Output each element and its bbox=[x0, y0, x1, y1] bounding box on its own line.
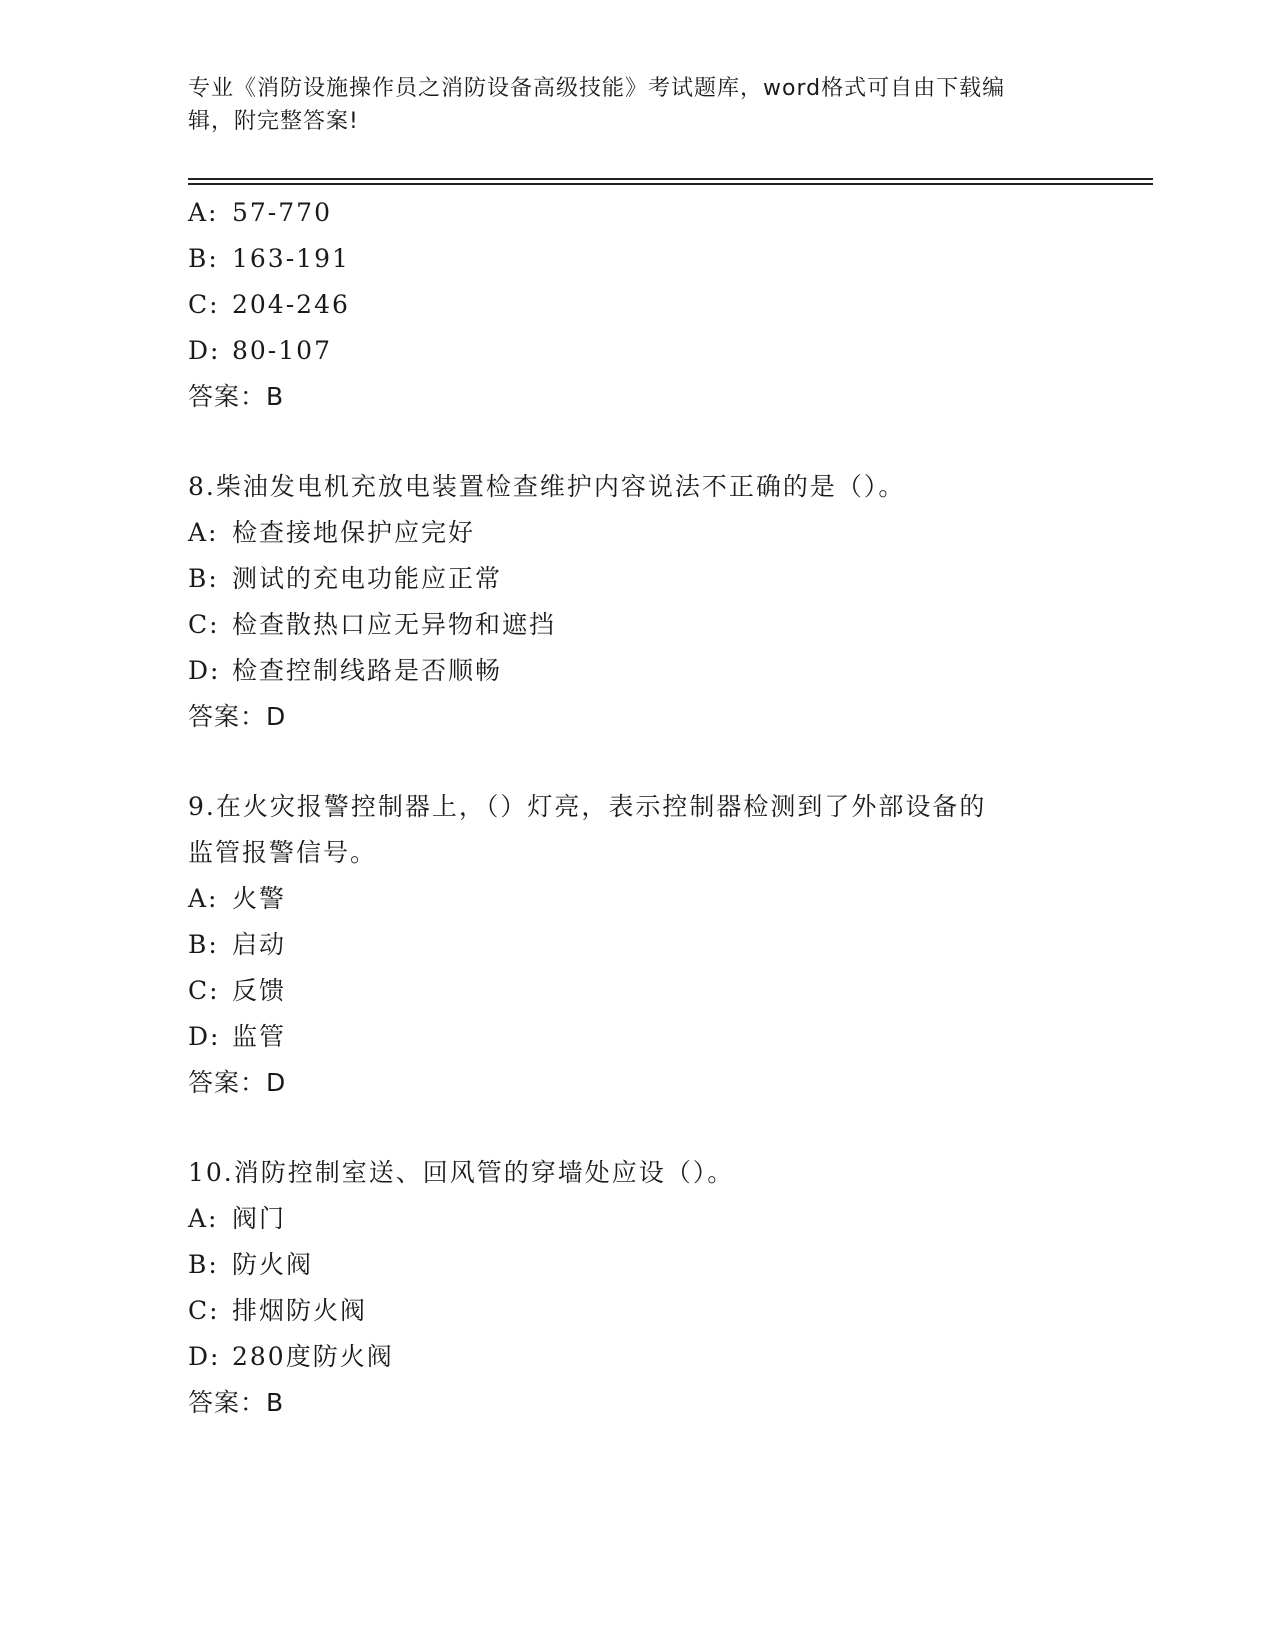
option-d bbox=[188, 648, 1108, 694]
option-c bbox=[188, 602, 1108, 648]
option-text: 163-191 bbox=[232, 244, 350, 273]
option-text: 阀门 bbox=[232, 1204, 287, 1233]
question-text-line-2: 监管报警信号。 bbox=[188, 838, 378, 867]
option-d bbox=[188, 328, 1108, 374]
option-b bbox=[188, 236, 1108, 282]
option-key: D: bbox=[188, 656, 221, 685]
option-text: 火警 bbox=[232, 884, 287, 913]
option-a bbox=[188, 510, 1108, 556]
option-key: D: bbox=[188, 1342, 221, 1371]
option-key: C: bbox=[188, 976, 220, 1005]
answer-line: 答案：D bbox=[188, 1068, 287, 1097]
question-7-block bbox=[188, 190, 1108, 420]
option-key: A: bbox=[188, 884, 219, 913]
answer-line: 答案：B bbox=[188, 382, 285, 411]
option-b bbox=[188, 1242, 1108, 1288]
option-text: 80-107 bbox=[232, 336, 332, 365]
option-d bbox=[188, 1014, 1108, 1060]
option-key: C: bbox=[188, 1296, 220, 1325]
answer-line: 答案：B bbox=[188, 1388, 285, 1417]
spacer bbox=[188, 1106, 1108, 1150]
question-text-line-1: 9.在火灾报警控制器上，（）灯亮，表示控制器检测到了外部设备的 bbox=[188, 792, 987, 821]
option-c bbox=[188, 968, 1108, 1014]
option-a bbox=[188, 1196, 1108, 1242]
option-text: 排烟防火阀 bbox=[232, 1296, 368, 1325]
option-a bbox=[188, 876, 1108, 922]
option-text: 测试的充电功能应正常 bbox=[232, 564, 503, 593]
option-key: A: bbox=[188, 198, 219, 227]
option-text: 防火阀 bbox=[232, 1250, 314, 1279]
option-c bbox=[188, 282, 1108, 328]
question-list bbox=[188, 190, 1108, 1426]
answer-line: 答案：D bbox=[188, 702, 287, 731]
header-line-1: 专业《消防设施操作员之消防设备高级技能》考试题库，word格式可自由下载编 bbox=[188, 76, 1006, 101]
option-text: 检查散热口应无异物和遮挡 bbox=[232, 610, 557, 639]
question-9-block bbox=[188, 784, 1108, 1106]
option-b bbox=[188, 922, 1108, 968]
option-key: B: bbox=[188, 930, 219, 959]
option-key: B: bbox=[188, 244, 219, 273]
spacer bbox=[188, 740, 1108, 784]
header-rule-top bbox=[188, 178, 1153, 180]
option-text: 启动 bbox=[232, 930, 287, 959]
option-text: 监管 bbox=[232, 1022, 287, 1051]
option-text: 57-770 bbox=[232, 198, 332, 227]
option-text: 反馈 bbox=[232, 976, 287, 1005]
question-10-block bbox=[188, 1150, 1108, 1426]
question-text: 10.消防控制室送、回风管的穿墙处应设（）。 bbox=[188, 1158, 735, 1187]
option-text: 检查接地保护应完好 bbox=[232, 518, 476, 547]
option-key: A: bbox=[188, 1204, 219, 1233]
option-text: 280度防火阀 bbox=[232, 1342, 394, 1371]
option-d bbox=[188, 1334, 1108, 1380]
question-text: 8.柴油发电机充放电装置检查维护内容说法不正确的是（）。 bbox=[188, 472, 906, 501]
document-header bbox=[188, 72, 1068, 138]
option-key: B: bbox=[188, 564, 219, 593]
option-key: D: bbox=[188, 1022, 221, 1051]
option-c bbox=[188, 1288, 1108, 1334]
option-key: C: bbox=[188, 290, 220, 319]
option-key: A: bbox=[188, 518, 219, 547]
spacer bbox=[188, 420, 1108, 464]
option-b bbox=[188, 556, 1108, 602]
header-rule-bottom bbox=[188, 183, 1153, 185]
option-a bbox=[188, 190, 1108, 236]
option-text: 204-246 bbox=[232, 290, 350, 319]
option-key: D: bbox=[188, 336, 221, 365]
option-text: 检查控制线路是否顺畅 bbox=[232, 656, 503, 685]
option-key: B: bbox=[188, 1250, 219, 1279]
option-key: C: bbox=[188, 610, 220, 639]
question-8-block bbox=[188, 464, 1108, 740]
header-line-2: 辑，附完整答案! bbox=[188, 109, 359, 134]
